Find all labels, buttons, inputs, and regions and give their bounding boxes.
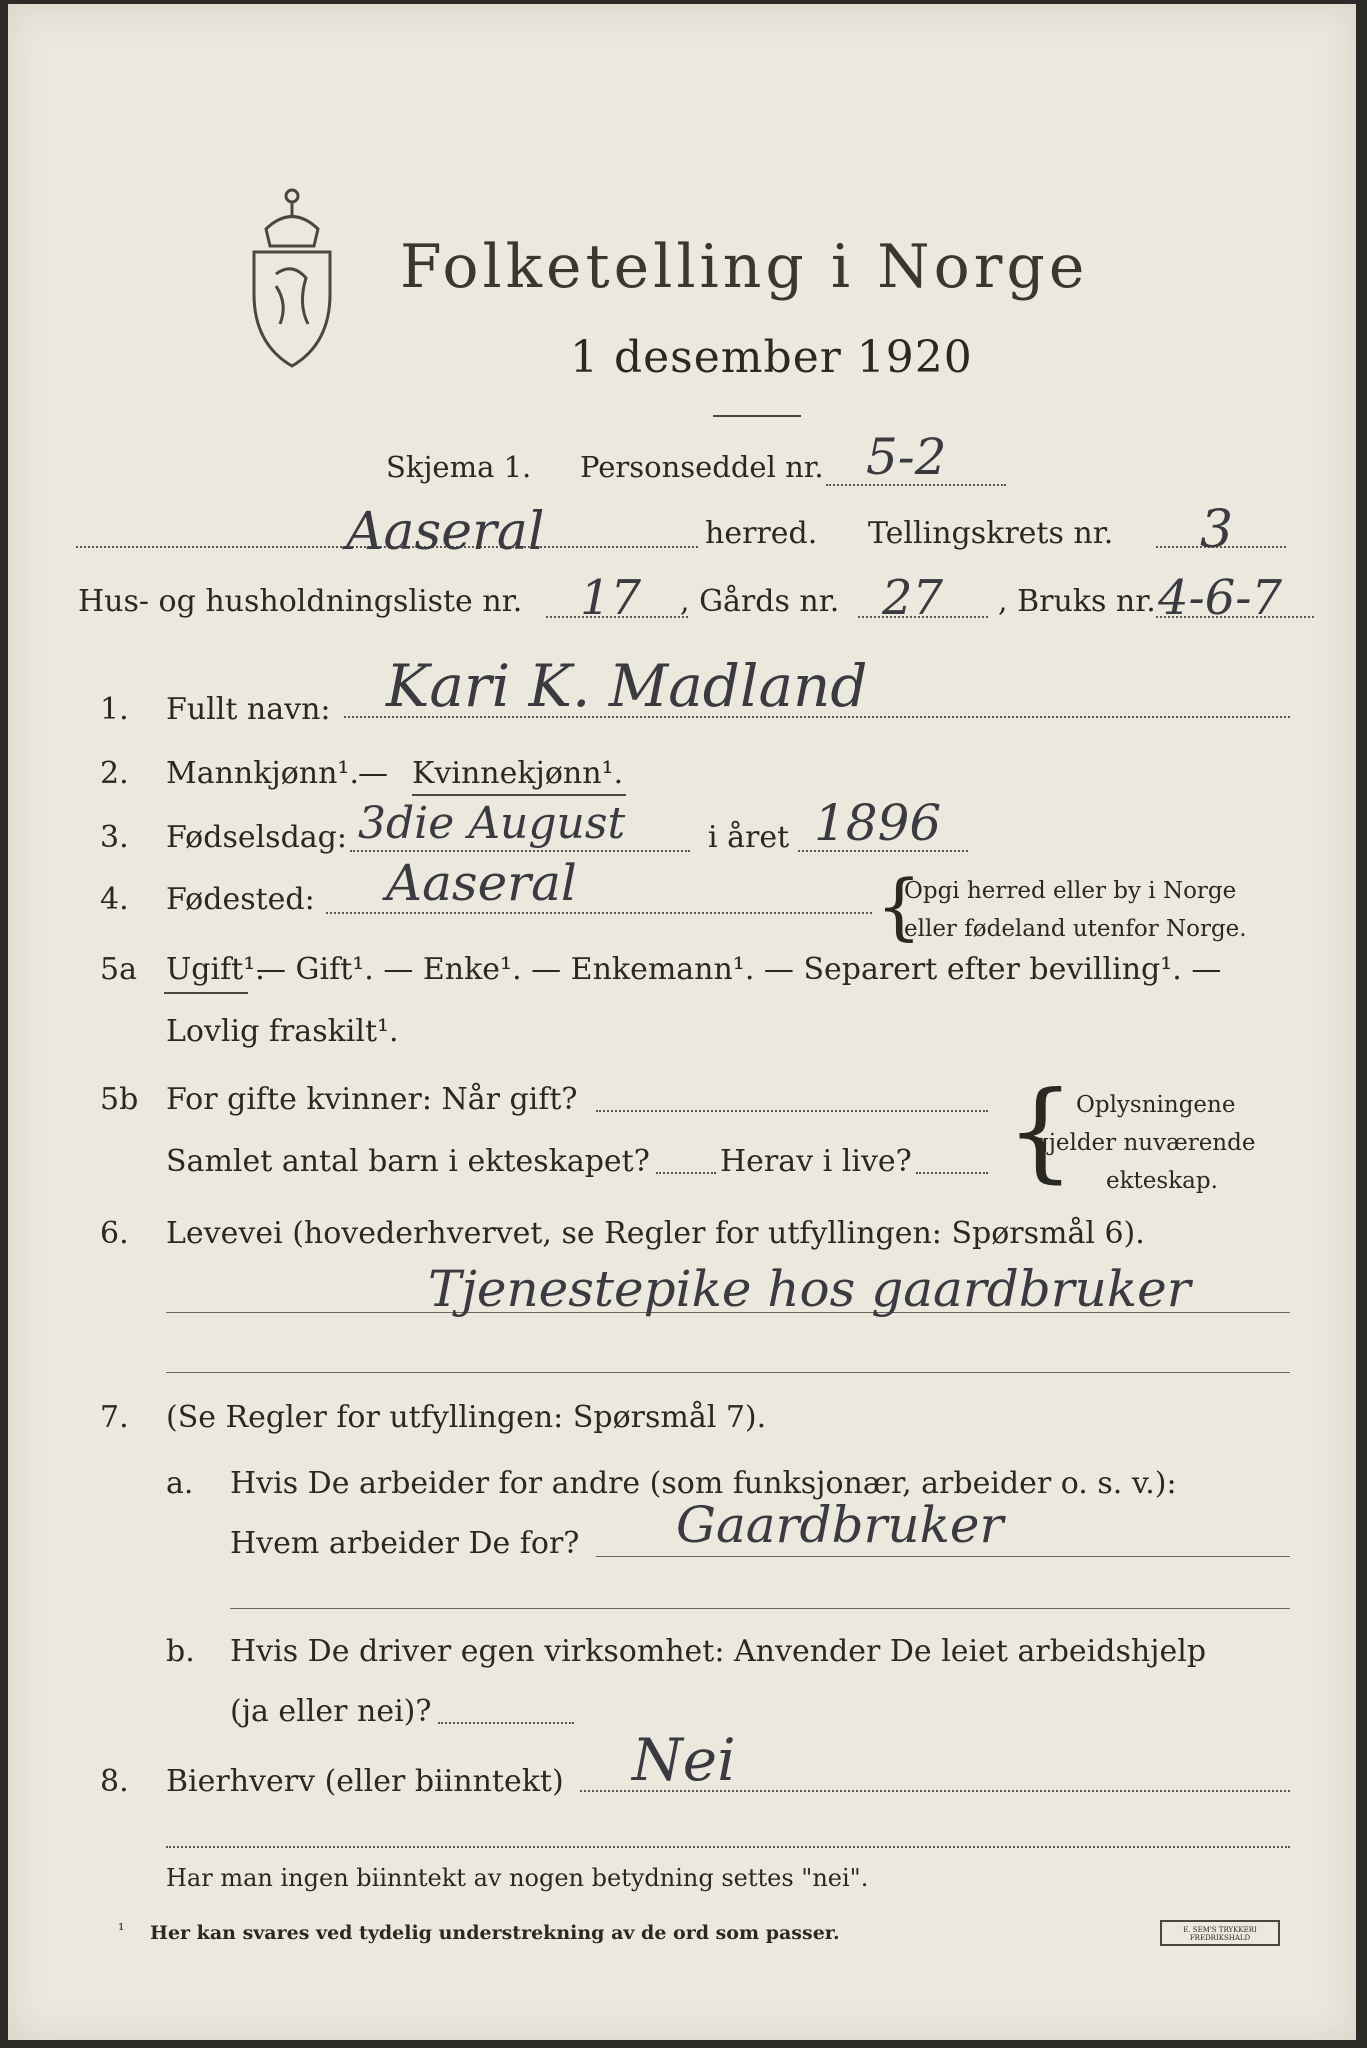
bruks-value[interactable]: 4-6-7	[1158, 570, 1283, 626]
q7a-employer-line	[596, 1556, 1290, 1557]
q3-day-line	[350, 850, 690, 852]
q7b-letter: b.	[166, 1634, 195, 1669]
printer-stamp: E. SEM'S TRYKKERI FREDRIKSHALD	[1160, 1920, 1280, 1946]
q4-number: 4.	[100, 882, 129, 917]
q7a-employer-label: Hvem arbeider De for?	[230, 1526, 580, 1561]
hus-value[interactable]: 17	[580, 570, 642, 626]
q2-female-option[interactable]: Kvinnekjønn¹.	[412, 756, 624, 791]
tellingskrets-value[interactable]: 3	[1200, 500, 1234, 560]
footnote-text: Her kan svares ved tydelig understrekning av de ord som passer.	[150, 1922, 840, 1944]
q7b-label: Hvis De driver egen virksomhet: Anvender De leiet arbeidshjelp	[230, 1634, 1207, 1669]
q7-label: (Se Regler for utfyllingen: Spørsmål 7).	[166, 1400, 767, 1435]
q5b-note-line2: gjelder nuværende	[1034, 1130, 1256, 1156]
q5a-ugift-underline	[164, 992, 248, 994]
footnote-mark: ¹	[118, 1920, 125, 1939]
q5a-ugift-option[interactable]: Ugift¹.	[166, 952, 265, 987]
q2-number: 2.	[100, 756, 129, 791]
q4-value[interactable]: Aaseral	[386, 854, 577, 912]
q5b-note-line1: Oplysningene	[1076, 1092, 1236, 1118]
q4-brace: {	[876, 864, 922, 948]
q7a-letter: a.	[166, 1466, 194, 1501]
personseddel-value[interactable]: 5-2	[866, 428, 947, 486]
q8-label: Bierhverv (eller biinntekt)	[166, 1764, 564, 1799]
q6-value[interactable]: Tjenestepike hos gaardbruker	[428, 1260, 1191, 1318]
census-form-sheet	[8, 4, 1356, 2040]
gards-value[interactable]: 27	[882, 570, 944, 626]
q5b-when-married-label: For gifte kvinner: Når gift?	[166, 1082, 578, 1117]
q5b-alive-line[interactable]	[916, 1172, 988, 1174]
q4-line	[326, 912, 872, 914]
q3-label: Fødselsdag:	[166, 820, 347, 855]
gards-label: , Gårds nr.	[680, 584, 840, 619]
q4-label: Fødested:	[166, 882, 315, 917]
q3-number: 3.	[100, 820, 129, 855]
q7b-jaornei-label: (ja eller nei)?	[230, 1694, 432, 1729]
q8-extra-line	[166, 1846, 1290, 1848]
q7-number: 7.	[100, 1400, 129, 1435]
q5b-children-line[interactable]	[656, 1172, 716, 1174]
q6-line2	[166, 1372, 1290, 1373]
q2-dash: —	[358, 756, 388, 791]
q3-year-label: i året	[708, 820, 790, 855]
q1-number: 1.	[100, 692, 129, 727]
q7a-label: Hvis De arbeider for andre (som funksjonær, arbeider o. s. v.):	[230, 1466, 1177, 1501]
form-title: Folketelling i Norge	[400, 232, 1089, 302]
q1-value[interactable]: Kari K. Madland	[386, 652, 868, 720]
skjema-label: Skjema 1.	[386, 450, 532, 484]
q5b-note-line3: ekteskap.	[1106, 1168, 1218, 1194]
q2-female-underline	[412, 794, 626, 796]
herred-label: herred.	[705, 516, 818, 551]
q7b-jaornei-line[interactable]	[438, 1722, 574, 1724]
q2-male-option[interactable]: Mannkjønn¹.	[166, 756, 359, 791]
census-date: 1 desember 1920	[570, 332, 973, 383]
q5a-other-options[interactable]: — Gift¹. — Enke¹. — Enkemann¹. — Separert efter bevilling¹. —	[256, 952, 1222, 987]
q4-note-line1: Opgi herred eller by i Norge	[904, 878, 1237, 904]
q5b-number: 5b	[100, 1082, 139, 1117]
q5b-brace: {	[1006, 1069, 1075, 1194]
q5b-alive-label: Herav i live?	[720, 1144, 912, 1179]
q7a-employer-value[interactable]: Gaardbruker	[676, 1496, 1004, 1554]
coat-of-arms-icon	[236, 174, 348, 374]
bruks-label: , Bruks nr.	[998, 584, 1156, 619]
q3-year-value[interactable]: 1896	[814, 794, 942, 852]
q8-number: 8.	[100, 1764, 129, 1799]
q6-number: 6.	[100, 1216, 129, 1251]
q4-note-line2: eller fødeland utenfor Norge.	[904, 916, 1247, 942]
personseddel-label: Personseddel nr.	[580, 450, 824, 484]
q6-label: Levevei (hovederhvervet, se Regler for utfyllingen: Spørsmål 6).	[166, 1216, 1145, 1251]
q8-value[interactable]: Nei	[632, 1726, 736, 1794]
q1-label: Fullt navn:	[166, 692, 331, 727]
q3-day-value[interactable]: 3die August	[358, 798, 626, 849]
q5a-lovlig-fraskilt-option[interactable]: Lovlig fraskilt¹.	[166, 1014, 399, 1049]
q5b-when-married-line[interactable]	[596, 1110, 988, 1112]
biinntekt-note: Har man ingen biinntekt av nogen betydning settes "nei".	[166, 1864, 869, 1892]
tellingskrets-label: Tellingskrets nr.	[868, 516, 1114, 551]
herred-value[interactable]: Aaseral	[346, 502, 545, 562]
q7a-extra-line	[230, 1608, 1290, 1609]
title-divider	[713, 415, 801, 417]
hus-label: Hus- og husholdningsliste nr.	[78, 584, 523, 619]
q5b-children-label: Samlet antal barn i ekteskapet?	[166, 1144, 650, 1179]
q5a-number: 5a	[100, 952, 137, 987]
